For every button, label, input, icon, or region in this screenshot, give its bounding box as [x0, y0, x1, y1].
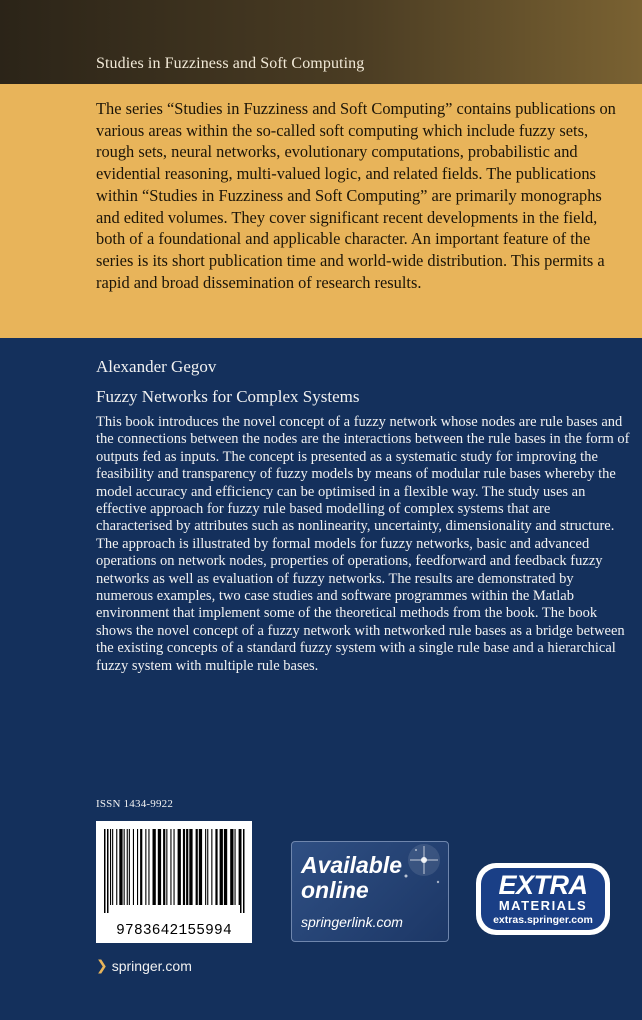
barcode-bar — [243, 829, 245, 913]
series-title: Studies in Fuzziness and Soft Computing — [96, 55, 365, 72]
book-description: This book introduces the novel concept of a fuzzy network whose nodes are rule bases and the connections between the nodes are the interactions between the rule bases in the form of outputs fed as inputs. The concept is presented as a systematic study for improving the feasibility and transparency of fuzzy models by means of modular rule bases whereby the model accuracy and efficiency can be optimised in a flexible way. The study uses an effective approach for fuzzy rule based modelling of complex systems that are characterised by attributes such as nonlinearity, uncertainty, dimensionality and structure. The approach is illustrated by formal models for fuzzy networks, basic and advanced operations on network nodes, properties of operations, feedforward and feedback fuzzy networks as well as evaluation of fuzzy networks. The results are demonstrated by numerous examples, two case studies and software programmes within the Matlab environment that implement some of the theoretical methods from the book. The book shows the novel concept of a fuzzy network with networked rule bases as a bridge between the existing concepts of a standard fuzzy system with a single rule base and a hierarchical fuzzy system with multiple rule bases. — [96, 414, 630, 674]
barcode-bar — [174, 829, 175, 905]
barcode-bar — [127, 829, 128, 905]
barcode-bar — [166, 829, 167, 905]
header-band — [0, 0, 642, 84]
barcode-bar — [116, 829, 117, 905]
barcode-bar — [183, 829, 185, 905]
barcode-bar — [145, 829, 146, 905]
barcode-bar — [129, 829, 130, 905]
barcode-bar — [137, 829, 138, 905]
chevron-right-icon: ❯ — [96, 957, 108, 973]
series-blurb: The series “Studies in Fuzziness and Soft Computing” contains publications on various areas within the so-called soft computing which include fuzzy sets, rough sets, neural networks, evolutionary computations, probabilistic and evidential reasoning, multi-valued logic, and related fields. The publications within “Studies in Fuzziness and Soft Computing” are primarily monographs and edited volumes. They cover significant recent developments in the field, both of a foundational and applicable character. An important feature of the series is its short publication time and world-wide distribution. This permits a rapid and broad dissemination of research results. — [96, 99, 616, 292]
springer-website-link[interactable] — [96, 957, 192, 974]
barcode-bar — [220, 829, 223, 905]
online-label: online — [301, 877, 369, 903]
barcode-bar — [207, 829, 208, 905]
extra-materials-badge[interactable] — [476, 863, 610, 935]
barcode-bar — [119, 829, 122, 905]
barcode-bar — [104, 829, 106, 913]
available-online-badge[interactable] — [291, 841, 449, 942]
barcode-bar — [133, 829, 134, 905]
springerlink-url: springerlink.com — [301, 914, 403, 930]
barcode-bar — [112, 829, 113, 905]
barcode-bar — [196, 829, 198, 905]
author-name: Alexander Gegov — [96, 357, 217, 376]
barcode-bar — [178, 829, 181, 905]
barcode-bar — [110, 829, 111, 905]
barcode-bar — [230, 829, 233, 905]
barcode-bar — [224, 829, 227, 905]
barcode-bar — [205, 829, 206, 905]
issn-label: ISSN 1434-9922 — [96, 798, 174, 810]
barcode-bar — [153, 829, 156, 905]
barcode-number: 9783642155994 — [116, 923, 232, 939]
barcode-bar — [240, 829, 242, 913]
materials-label: MATERIALS — [498, 898, 588, 913]
barcode-bar — [170, 829, 171, 905]
springer-website-label: springer.com — [111, 957, 192, 974]
available-label: Available — [301, 852, 402, 878]
barcode-bar — [215, 829, 217, 905]
barcode-bar — [148, 829, 149, 905]
barcode-bar — [124, 829, 125, 905]
book-title: Fuzzy Networks for Complex Systems — [96, 387, 360, 406]
barcode — [96, 821, 252, 943]
barcode-bar — [189, 829, 192, 905]
barcode-bar — [140, 829, 142, 905]
barcode-bar — [107, 829, 109, 913]
barcode-bar — [199, 829, 202, 905]
barcode-bar — [211, 829, 212, 905]
barcode-bar — [186, 829, 188, 905]
barcode-bar — [158, 829, 161, 905]
extra-label: EXTRA — [498, 870, 588, 900]
extras-url: extras.springer.com — [493, 914, 593, 926]
barcode-bar — [163, 829, 165, 905]
extra-materials-inner — [481, 868, 605, 930]
barcode-bars — [102, 829, 246, 913]
barcode-bar — [235, 829, 236, 905]
